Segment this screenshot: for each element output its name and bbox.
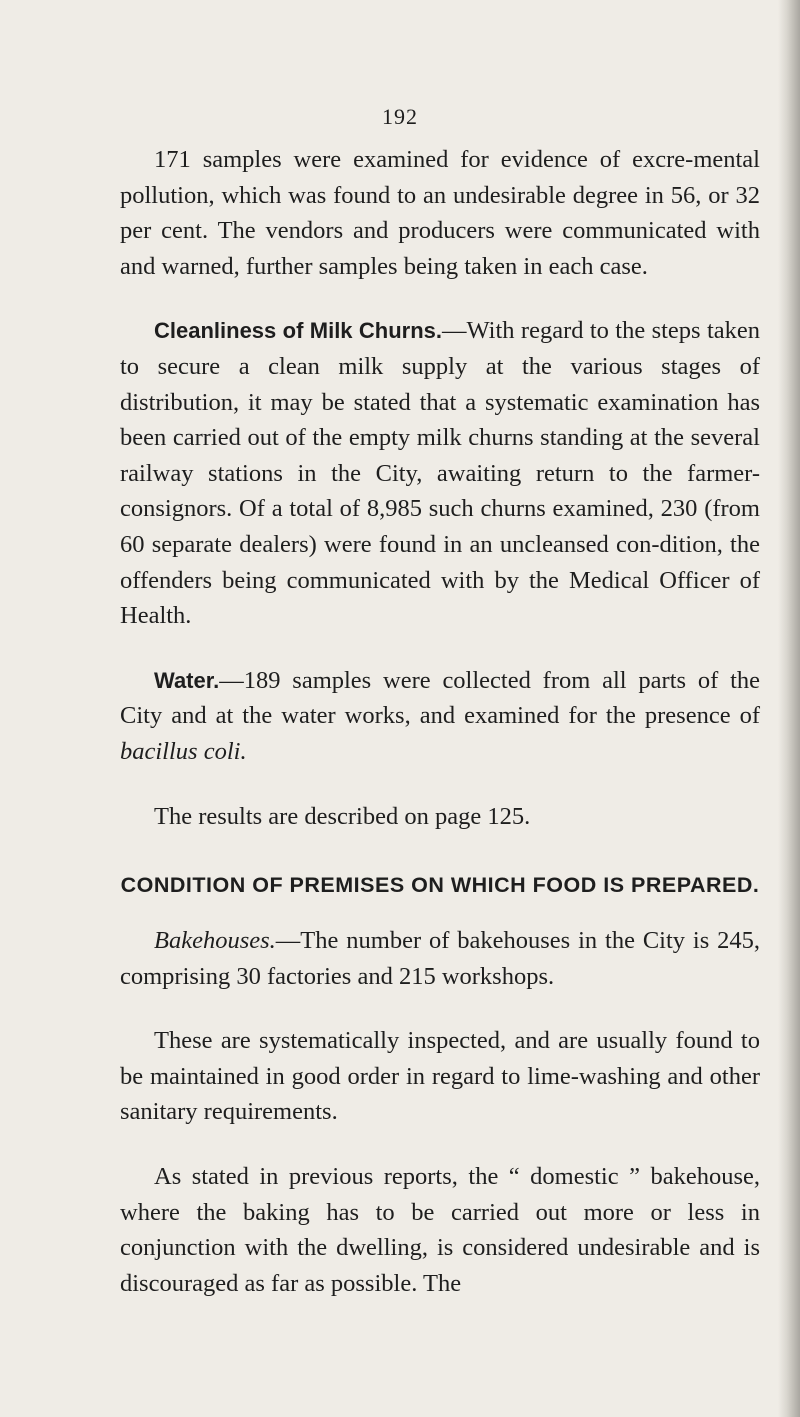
page-edge-shadow: [778, 0, 800, 1417]
paragraph-results: The results are described on page 125.: [154, 802, 531, 830]
water-italic-term: bacillus coli.: [120, 737, 247, 765]
paragraph-inspection: These are systematically inspected, and are usually found to be maintained in good order in regard to lime-washing and other sanitary requirements.: [120, 1027, 760, 1126]
body-text: [120, 142, 760, 1301]
bakehouses-italic-heading: Bakehouses.: [154, 927, 276, 955]
water-text: —189 samples were collected from all parts of the City and at the water works, and examined for the presence of: [120, 666, 760, 730]
paragraph-milk-churns: [120, 313, 760, 633]
paragraph-water: [120, 663, 760, 770]
section-heading: CONDITION OF PREMISES ON WHICH FOOD IS PREPARED.: [120, 873, 760, 898]
paragraph-bakehouses: [120, 923, 760, 994]
run-in-heading-water: Water.: [154, 667, 220, 693]
paragraph-domestic-bakehouse: As stated in previous reports, the “ domestic ” bakehouse, where the baking has to be carried out more or less in conjunction with the dwelling, is considered undesirable and is discouraged as far as possible. The: [120, 1163, 760, 1297]
bakehouses-text: —The number of bakehouses in the City is 245, comprising 30 factories and 215 workshops.: [120, 927, 760, 990]
milk-churns-text: —With regard to the steps taken to secure a clean milk supply at the various stages of distribution, it may be stated that a systematic examination has been carried out of the empty milk churns standing at the several railway stations in the City, awaiting return to the farmer-consignors. Of a total of 8,985 such churns examined, 230 (from 60 separate dealers) were found in an uncleansed con-dition, the offenders being communicated with by the Medical Officer of Health.: [120, 317, 761, 630]
paragraph-pollution: 171 samples were examined for evidence of excre-mental pollution, which was found to an undesirable degree in 56, or 32 per cent. The vendors and producers were communicated with and warned, further samples being taken in each case.: [120, 146, 760, 280]
run-in-heading-milk-churns: Cleanliness of Milk Churns.: [154, 318, 443, 344]
page-number: 192: [382, 104, 418, 129]
